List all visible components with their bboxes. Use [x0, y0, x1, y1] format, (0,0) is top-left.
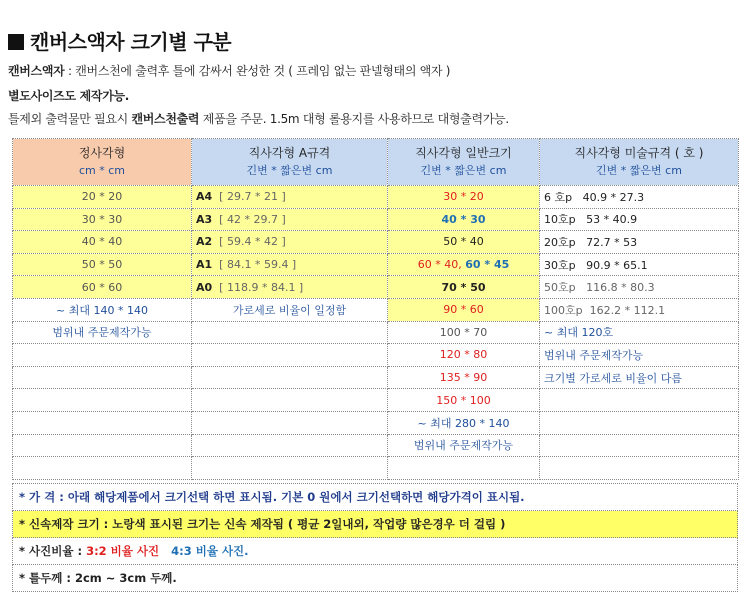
photo-ratio-label: * 사진비율 : — [19, 544, 87, 558]
art-ho: 6 호p — [544, 190, 573, 204]
ratio-3-2: 3:2 비율 사진 — [86, 544, 160, 558]
table-row — [13, 186, 739, 209]
art-size — [540, 208, 739, 231]
art-custom-note: 범위내 주문제작가능 — [540, 344, 739, 367]
header-a-sub: 긴변 * 짧은변 cm — [246, 164, 333, 177]
header-square-title: 정사각형 — [78, 146, 126, 160]
empty-cell — [388, 457, 540, 480]
general-size: 100 * 70 — [388, 321, 540, 344]
header-general — [388, 139, 540, 186]
general-size: 150 * 100 — [388, 389, 540, 412]
fast-production-note: * 신속제작 크기 : 노랑색 표시된 크기는 신속 제작됨 ( 평균 2일내외, 작업량 많은경우 더 걸림 ) — [13, 511, 738, 538]
a-size-name: A4 — [196, 190, 213, 204]
a-size — [192, 253, 388, 276]
general-size: 135 * 90 — [388, 366, 540, 389]
square-size: 50 * 50 — [13, 253, 192, 276]
table-header-row — [13, 139, 739, 186]
art-size — [540, 298, 739, 321]
a-size — [192, 208, 388, 231]
a-size — [192, 276, 388, 299]
table-row — [13, 366, 739, 389]
empty-cell — [192, 389, 388, 412]
empty-cell — [540, 389, 739, 412]
empty-cell — [13, 457, 192, 480]
intro-term: 캔버스액자 — [8, 64, 65, 78]
empty-cell — [192, 411, 388, 434]
header-general-sub: 긴변 * 짧은변 cm — [420, 164, 507, 177]
page-title — [8, 26, 231, 55]
a-size-dims: [ 118.9 * 84.1 ] — [219, 280, 304, 294]
header-a-title: 직사각형 A규격 — [248, 146, 331, 160]
a-size-dims: [ 29.7 * 21 ] — [219, 190, 286, 204]
a-size-dims: [ 84.1 * 59.4 ] — [219, 258, 297, 272]
art-ratio-note: 크기별 가로세로 비율이 다름 — [540, 366, 739, 389]
a-size-name: A3 — [196, 212, 213, 226]
intro-line-3-c: 제품을 주문. 1.5m 대형 롤용지를 사용하므로 대형출력가능. — [199, 112, 509, 126]
art-size — [540, 276, 739, 299]
table-row — [13, 389, 739, 412]
notes-table — [12, 483, 738, 592]
general-size: 90 * 60 — [388, 298, 540, 321]
header-a-series — [192, 139, 388, 186]
art-dims: 116.8 * 80.3 — [586, 281, 655, 295]
a-size — [192, 186, 388, 209]
empty-cell — [13, 434, 192, 457]
table-row — [13, 411, 739, 434]
empty-cell — [13, 344, 192, 367]
art-ho: 10호p — [544, 213, 576, 227]
a-size-name: A1 — [196, 258, 213, 272]
header-square — [13, 139, 192, 186]
intro-line-2: 별도사이즈도 제작가능. — [8, 89, 130, 103]
general-size-blue: 60 * 45 — [465, 258, 510, 272]
general-custom-note: 범위내 주문제작가능 — [388, 434, 540, 457]
size-table — [12, 138, 739, 480]
ratio-4-3: 4:3 비율 사진. — [171, 544, 249, 558]
general-size: 70 * 50 — [388, 276, 540, 299]
a-size-dims: [ 59.4 * 42 ] — [219, 235, 286, 249]
square-size: 40 * 40 — [13, 231, 192, 254]
intro-desc: : 캔버스천에 출력후 틀에 감싸서 완성한 것 ( 프레임 없는 판넬형태의 액자 ) — [64, 64, 451, 78]
art-dims: 162.2 * 112.1 — [589, 303, 666, 317]
empty-cell — [192, 457, 388, 480]
header-art — [540, 139, 739, 186]
a-size-dims: [ 42 * 29.7 ] — [219, 212, 286, 226]
table-row — [13, 321, 739, 344]
header-art-title: 직사각형 미술규격 ( 호 ) — [574, 146, 704, 160]
square-size: 60 * 60 — [13, 276, 192, 299]
empty-cell — [192, 344, 388, 367]
art-dims: 40.9 * 27.3 — [582, 190, 645, 204]
table-row — [13, 276, 739, 299]
header-art-sub: 긴변 * 짧은변 cm — [596, 164, 682, 177]
intro-line-3 — [8, 110, 509, 127]
intro-line-3-product: 캔버스천출력 — [131, 112, 200, 126]
art-max: ~ 최대 120호 — [540, 321, 739, 344]
art-dims: 90.9 * 65.1 — [586, 258, 648, 272]
empty-cell — [540, 411, 739, 434]
art-ho: 20호p — [544, 235, 576, 249]
empty-cell — [13, 389, 192, 412]
empty-cell — [13, 411, 192, 434]
table-row — [13, 434, 739, 457]
general-size — [388, 253, 540, 276]
header-square-sub: cm * cm — [78, 164, 126, 177]
photo-ratio-note — [13, 538, 738, 565]
general-size: 40 * 30 — [388, 208, 540, 231]
art-size — [540, 231, 739, 254]
empty-cell — [192, 366, 388, 389]
art-dims: 72.7 * 53 — [586, 235, 638, 249]
empty-cell — [13, 366, 192, 389]
table-row — [13, 298, 739, 321]
table-row — [13, 344, 739, 367]
table-row — [13, 457, 739, 480]
intro-line-1 — [8, 62, 450, 79]
a-size — [192, 231, 388, 254]
empty-cell — [192, 434, 388, 457]
frame-thickness-note: * 틀두께 : 2cm ~ 3cm 두께. — [13, 565, 738, 592]
art-ho: 50호p — [544, 281, 576, 295]
square-bullet-icon — [8, 34, 24, 50]
table-row — [13, 231, 739, 254]
a-size-name: A0 — [196, 280, 213, 294]
page-title-text: 캔버스액자 크기별 구분 — [30, 30, 232, 54]
square-size: 20 * 20 — [13, 186, 192, 209]
square-custom-note: 범위내 주문제작가능 — [13, 321, 192, 344]
general-size-red: 60 * 40, — [417, 258, 462, 272]
a-size-name: A2 — [196, 235, 213, 249]
general-size: 30 * 20 — [388, 186, 540, 209]
a-ratio-note: 가로세로 비율이 일정함 — [192, 298, 388, 321]
square-max: ~ 최대 140 * 140 — [13, 298, 192, 321]
art-size — [540, 186, 739, 209]
header-general-title: 직사각형 일반크기 — [415, 146, 512, 160]
art-ho: 100호p — [544, 303, 583, 317]
art-size — [540, 253, 739, 276]
art-ho: 30호p — [544, 258, 576, 272]
empty-cell — [540, 457, 739, 480]
empty-cell — [192, 321, 388, 344]
square-size: 30 * 30 — [13, 208, 192, 231]
intro-line-3-a: 틀제외 출력물만 필요시 — [8, 112, 132, 126]
general-max: ~ 최대 280 * 140 — [388, 411, 540, 434]
table-row — [13, 253, 739, 276]
general-size: 120 * 80 — [388, 344, 540, 367]
price-note: * 가 격 : 아래 해당제품에서 크기선택 하면 표시됨. 기본 0 원에서 크기선택하면 해당가격이 표시됨. — [13, 484, 738, 511]
empty-cell — [540, 434, 739, 457]
table-row — [13, 208, 739, 231]
general-size: 50 * 40 — [388, 231, 540, 254]
art-dims: 53 * 40.9 — [586, 213, 638, 227]
